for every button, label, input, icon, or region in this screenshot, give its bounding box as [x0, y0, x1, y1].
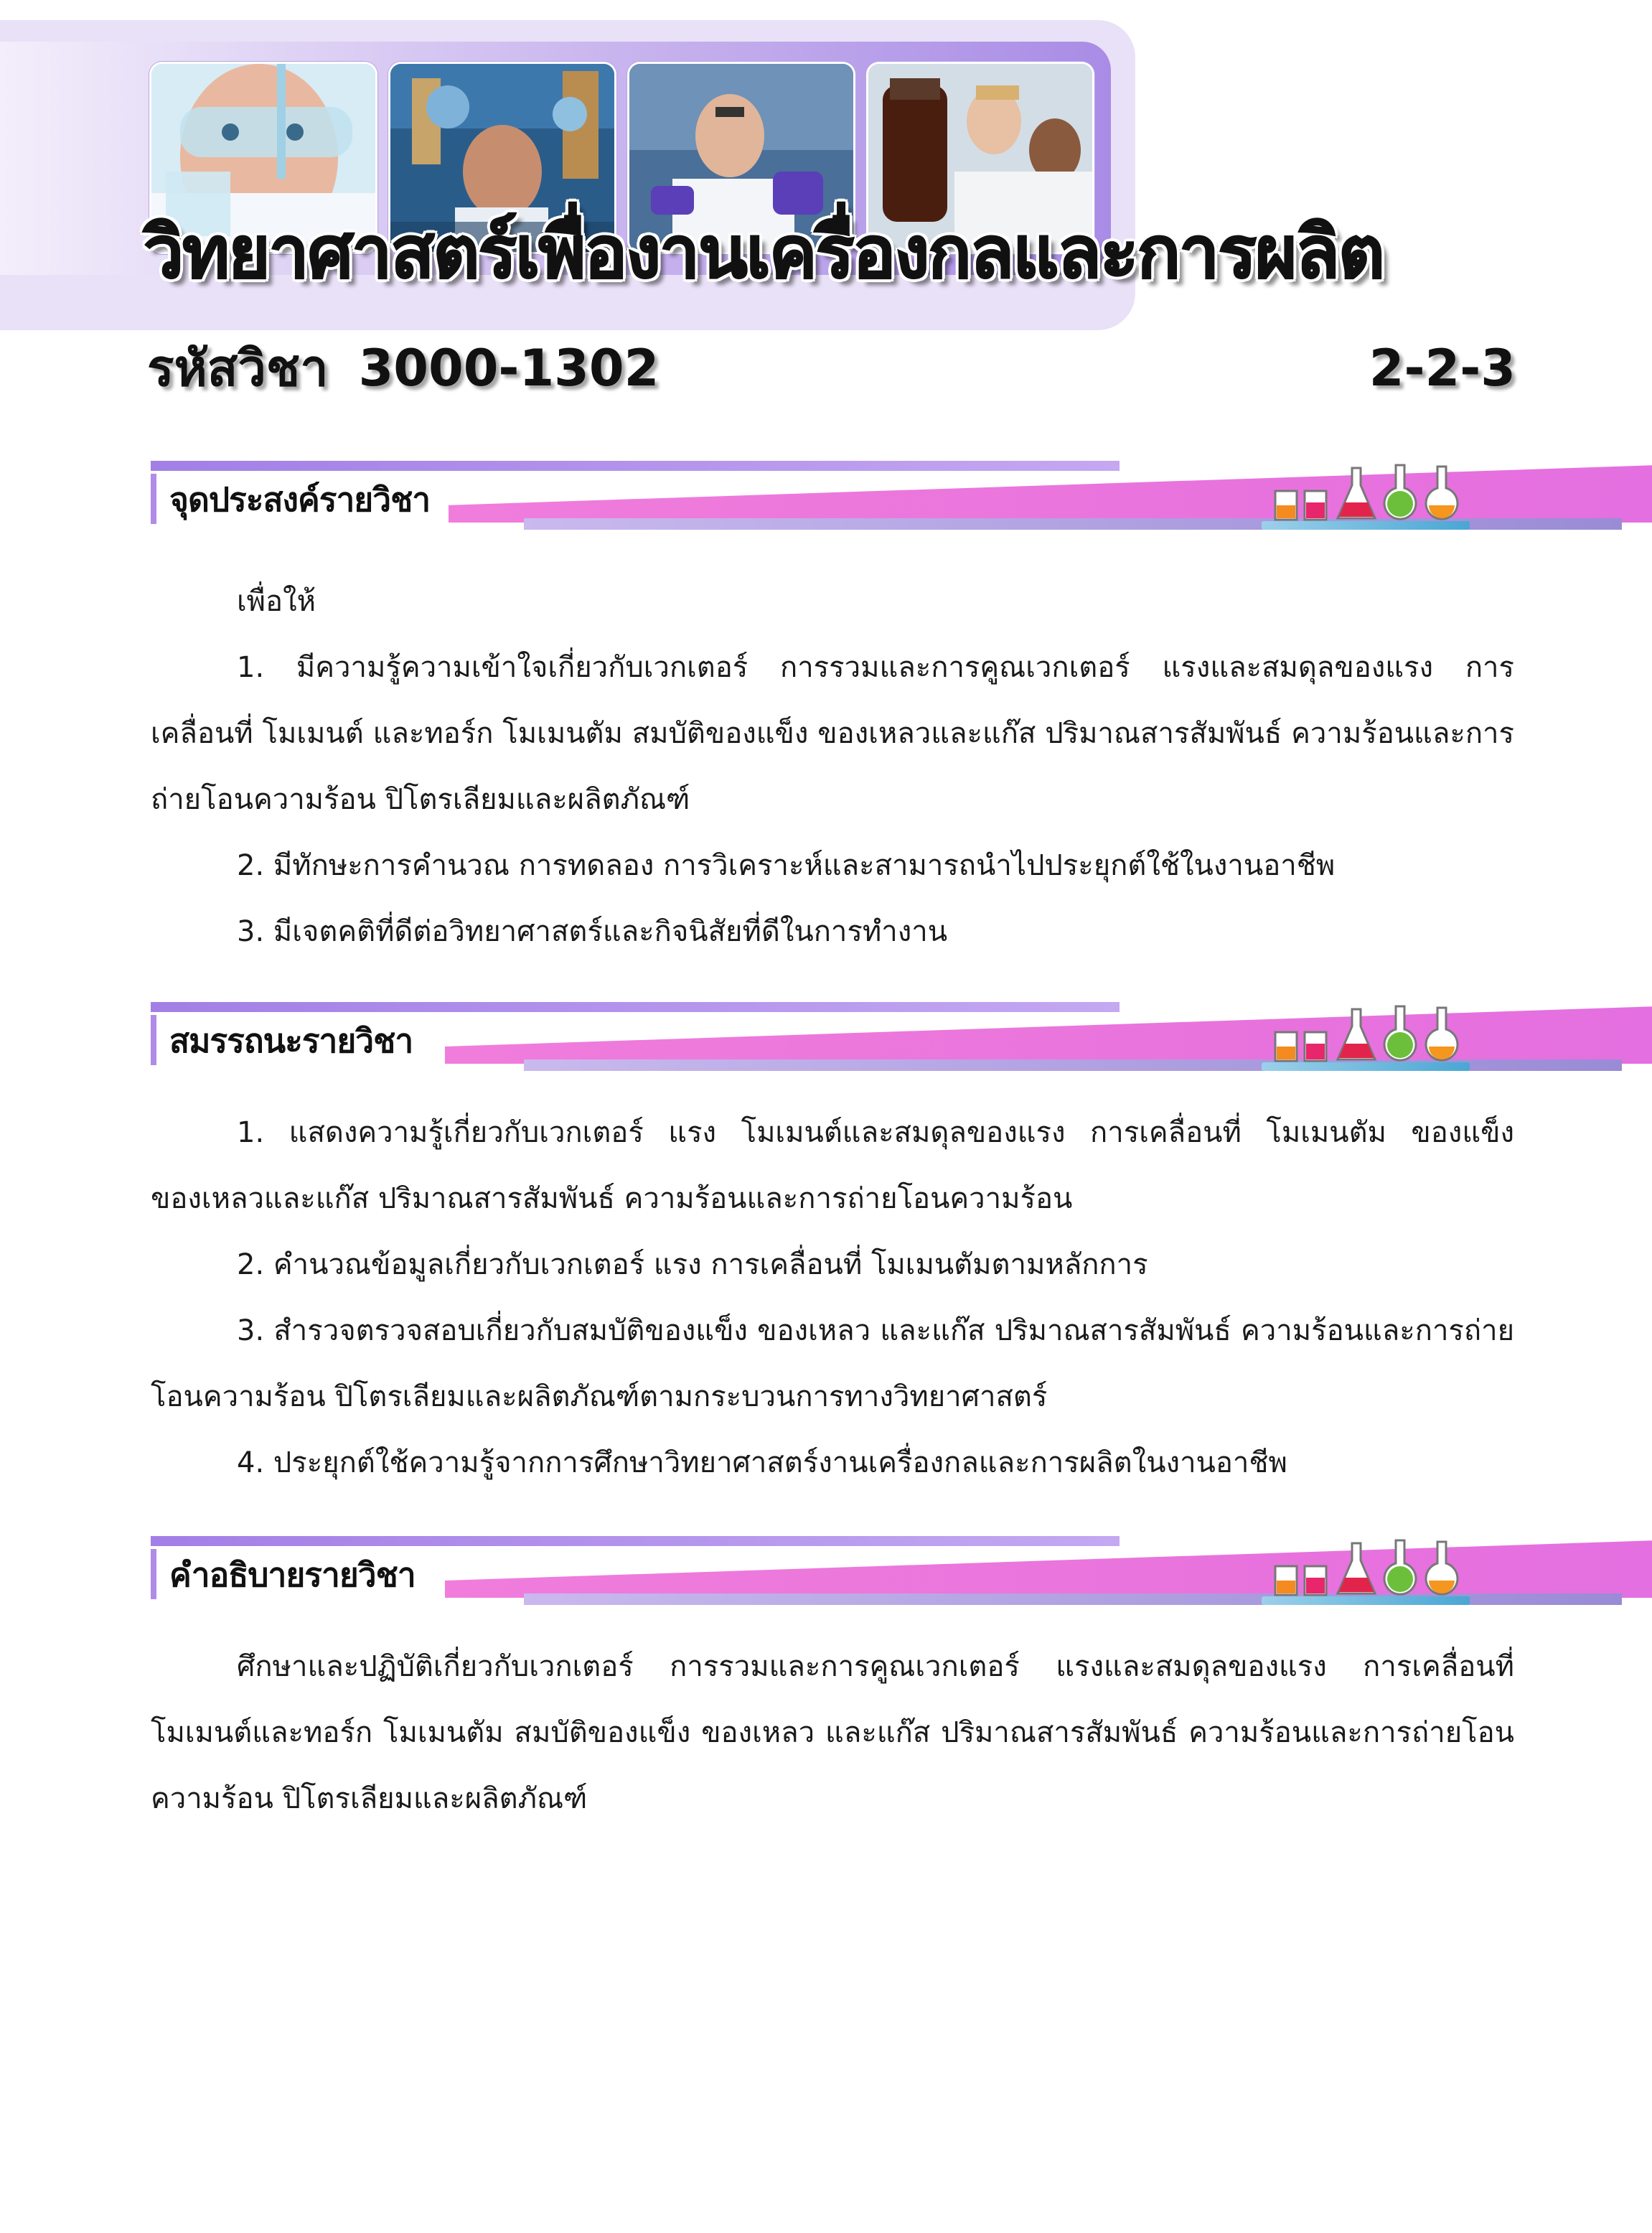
section-label-box [151, 474, 449, 524]
header-stripe-pink [445, 1540, 1652, 1598]
section-heading: จุดประสงค์รายวิชา [169, 480, 431, 519]
flask-orange-icon [1422, 464, 1461, 523]
section-heading: คำอธิบายรายวิชา [169, 1555, 416, 1594]
flask-orange-icon [1422, 1539, 1461, 1598]
beaker-orange-icon [1274, 490, 1298, 521]
header-stripe-purple [151, 461, 1120, 471]
course-code-number: 3000-1302 [358, 339, 660, 398]
flask-green-icon [1381, 1003, 1419, 1064]
objective-item-2: 2. มีทักษะการคำนวณ การทดลอง การวิเคราะห์และสามารถนำไปประยุกต์ใช้ในงานอาชีพ [237, 849, 1336, 882]
section-header-description [151, 1536, 1514, 1616]
section-heading: สมรรถนะรายวิชา [169, 1021, 413, 1060]
flask-green-icon [1381, 462, 1419, 523]
course-code [147, 336, 659, 401]
section-header-competencies [151, 1002, 1514, 1082]
objective-item-1: 1. มีความรู้ความเข้าใจเกี่ยวกับเวกเตอร์ การรวมและการคูณเวกเตอร์ แรงและสมดุลของแรง การเคลื่อนที่ โมเมนต์ และทอร์ก โมเมนตัม สมบัติของแข็ง ของเหลวและแก๊ส ปริมาณสารสัมพันธ์ ความร้อนและการถ่ายโอนความร้อน ปิโตรเลียมและผลิตภัณฑ์ [151, 651, 1514, 816]
competency-item-4: 4. ประยุกต์ใช้ความรู้จากการศึกษาวิทยาศาสตร์งานเครื่องกลและการผลิตในงานอาชีพ [237, 1446, 1287, 1479]
course-code-label: รหัสวิชา [147, 339, 329, 398]
competency-item-1: 1. แสดงความรู้เกี่ยวกับเวกเตอร์ แรง โมเมนต์และสมดุลของแรง การเคลื่อนที่ โมเมนตัม ของแข็ง ของเหลวและแก๊ส ปริมาณสารสัมพันธ์ ความร้อนและการถ่ายโอนความร้อน [151, 1116, 1514, 1215]
header-stripe-pink [445, 1006, 1652, 1064]
competency-item-2: 2. คำนวณข้อมูลเกี่ยวกับเวกเตอร์ แรง การเคลื่อนที่ โมเมนตัมตามหลักการ [237, 1248, 1148, 1281]
section-label-box [151, 1015, 431, 1065]
section-label-box [151, 1549, 434, 1599]
flask-orange-icon [1422, 1005, 1461, 1064]
course-title: วิทยาศาสตร์เพื่องานเครื่องกลและการผลิต [144, 210, 1384, 294]
course-description: ศึกษาและปฏิบัติเกี่ยวกับเวกเตอร์ การรวมและการคูณเวกเตอร์ แรงและสมดุลของแรง การเคลื่อนที่ โมเมนต์และทอร์ก โมเมนตัม สมบัติของแข็ง ของเหลว และแก๊ส ปริมาณสารสัมพันธ์ ความร้อนและการถ่ายโอนความร้อน ปิโตรเลียมและผลิตภัณฑ์ [151, 1650, 1514, 1815]
beaker-orange-icon [1274, 1031, 1298, 1062]
objectives-intro: เพื่อให้ [237, 585, 316, 618]
flask-red-icon [1335, 465, 1378, 523]
beaker-pink-icon [1303, 490, 1328, 521]
beaker-pink-icon [1303, 1565, 1328, 1596]
beaker-orange-icon [1274, 1565, 1298, 1596]
header-stripe-pink [445, 465, 1652, 523]
header-stripe-purple [151, 1002, 1120, 1012]
flask-red-icon [1335, 1006, 1378, 1064]
beaker-pink-icon [1303, 1031, 1328, 1062]
course-credits: 2-2-3 [1369, 339, 1516, 398]
competency-item-3: 3. สำรวจตรวจสอบเกี่ยวกับสมบัติของแข็ง ของเหลว และแก๊ส ปริมาณสารสัมพันธ์ ความร้อนและการถ่ายโอนความร้อน ปิโตรเลียมและผลิตภัณฑ์ตามกระบวนการทางวิทยาศาสตร์ [151, 1314, 1514, 1413]
flask-green-icon [1381, 1537, 1419, 1598]
objective-item-3: 3. มีเจตคติที่ดีต่อวิทยาศาสตร์และกิจนิสัยที่ดีในการทำงาน [237, 915, 948, 948]
section-header-objectives [151, 461, 1514, 541]
flask-red-icon [1335, 1540, 1378, 1598]
header-stripe-purple [151, 1536, 1120, 1546]
